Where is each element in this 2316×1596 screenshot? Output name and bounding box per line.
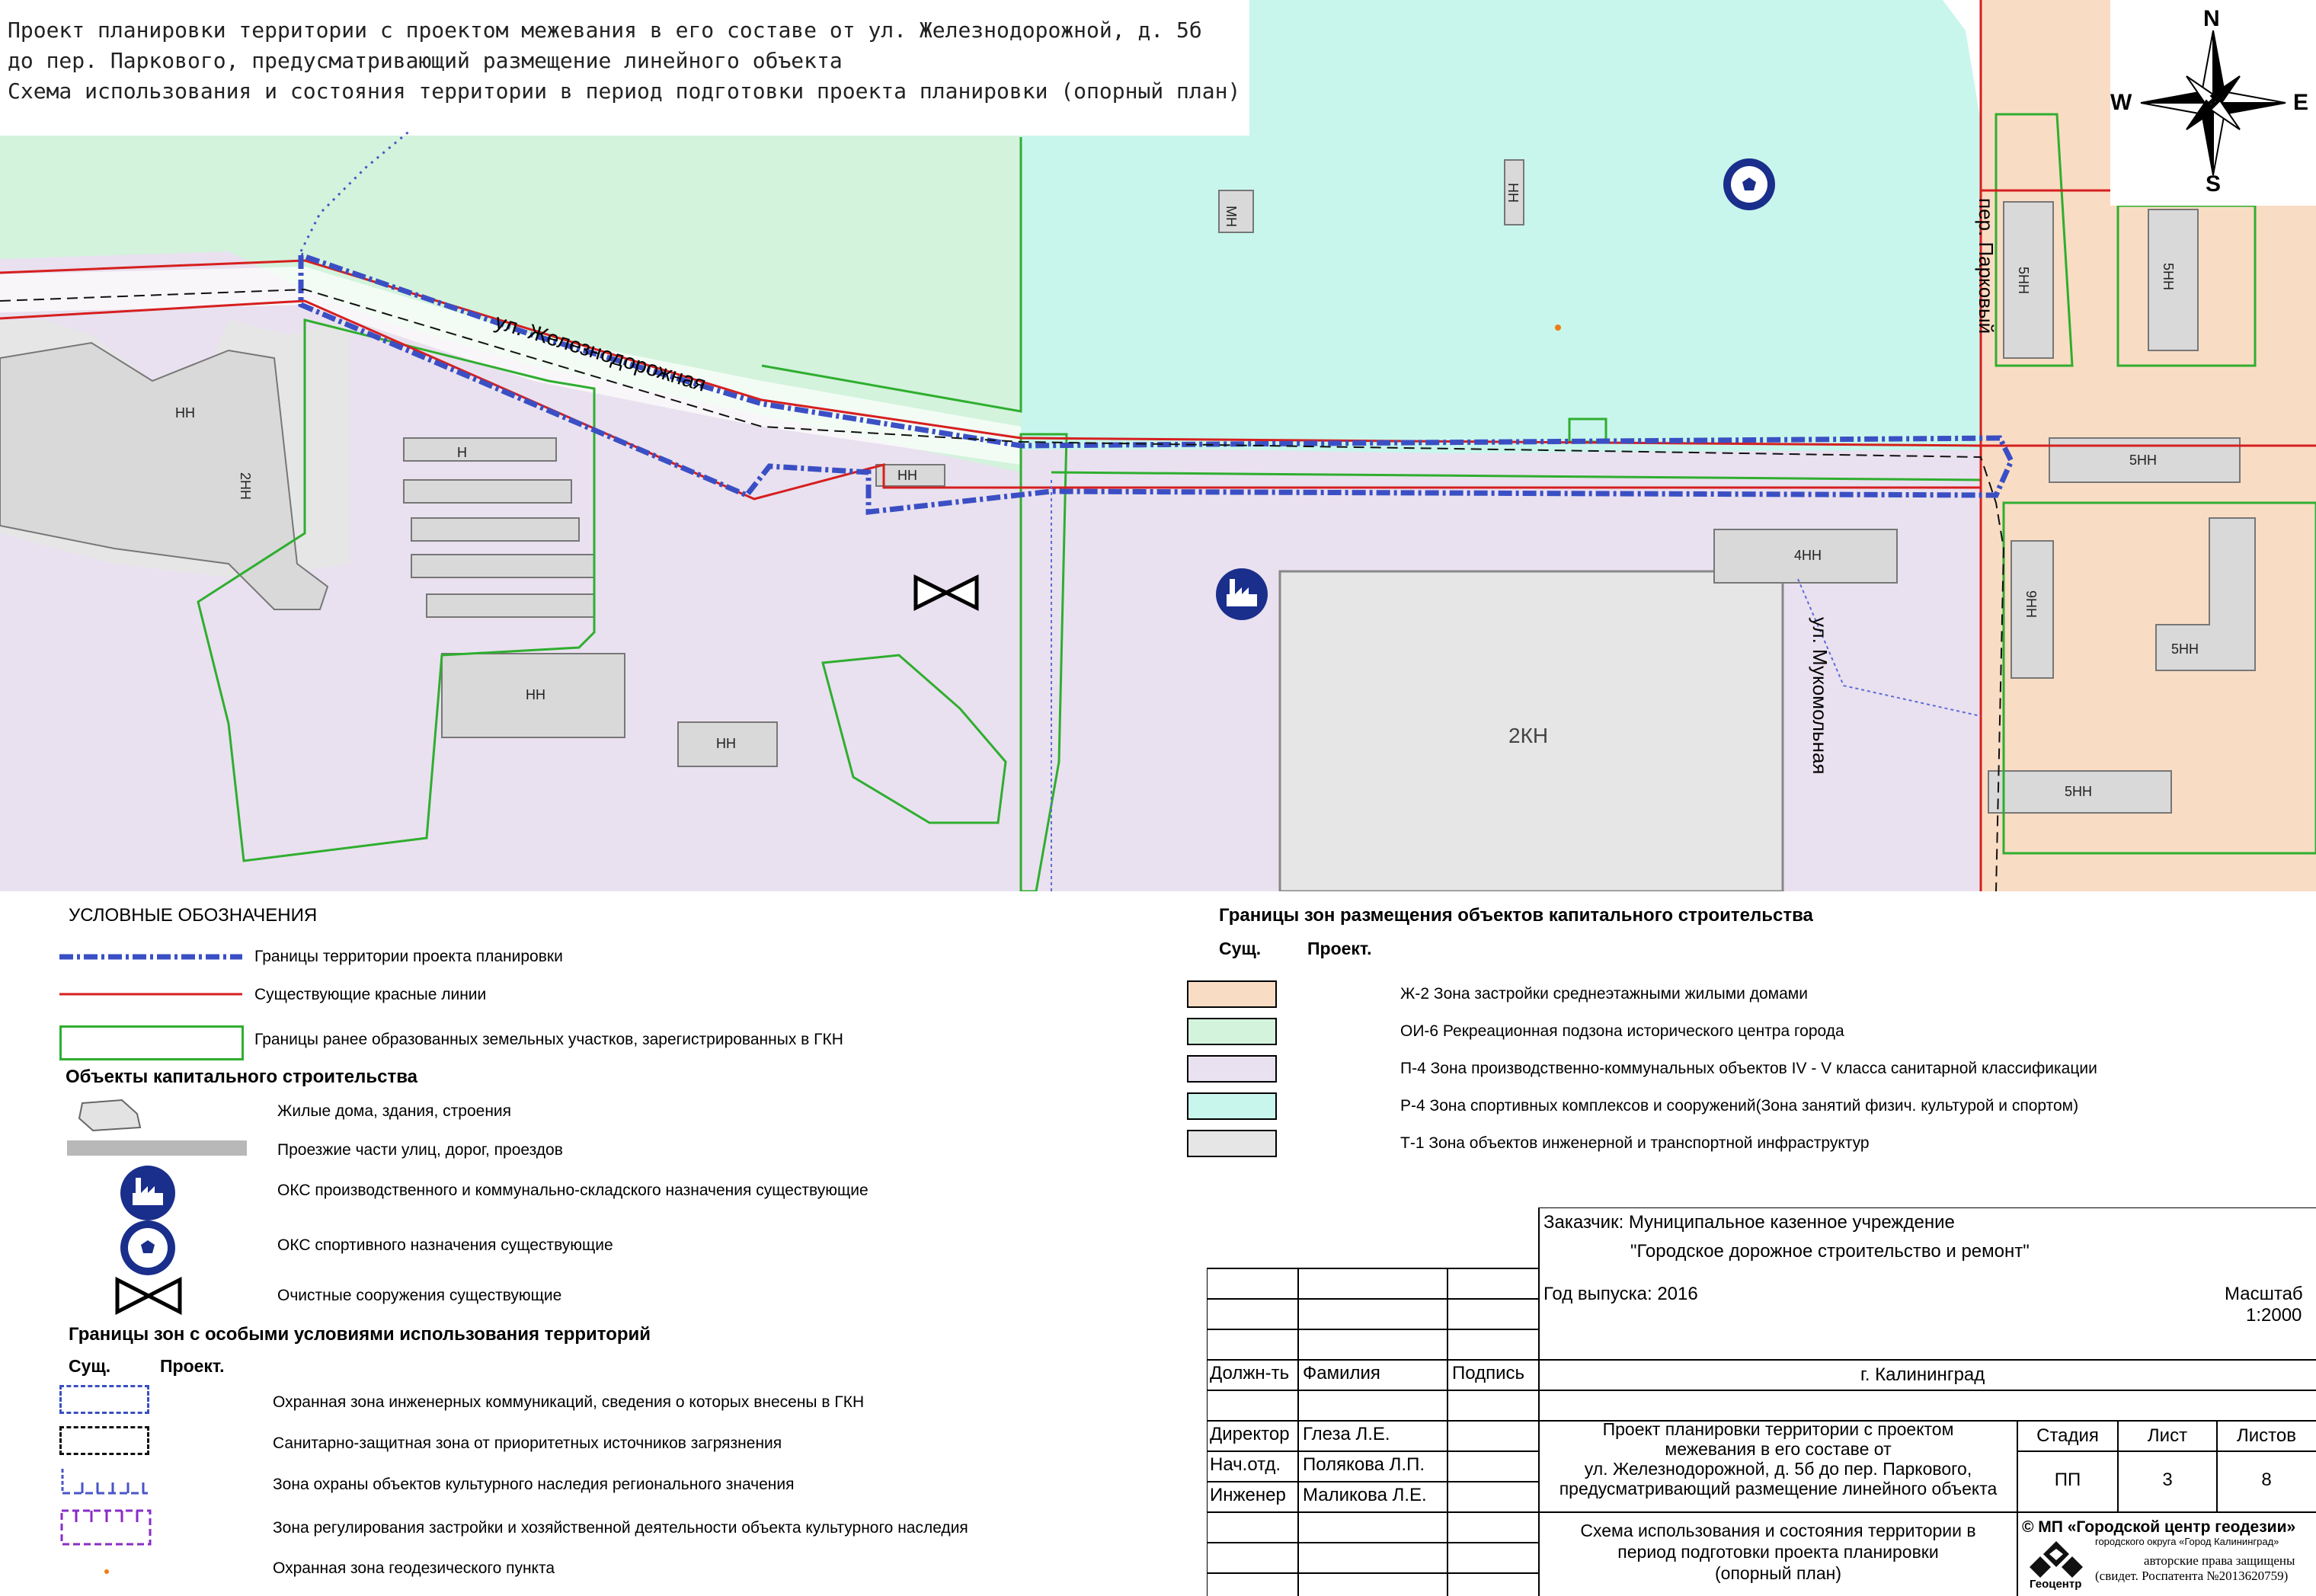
stamp-city: г. Калининград <box>1860 1364 1985 1385</box>
legend-special-col-existing: Сущ. <box>69 1356 111 1376</box>
legend-engineering-label: Охранная зона инженерных коммуникаций, сведения о которых внесены в ГКН <box>273 1393 865 1411</box>
legend-building-icon <box>76 1097 145 1135</box>
stamp-col-surname: Фамилия <box>1303 1363 1380 1383</box>
legend-heritage-label: Зона охраны объектов культурного наследия регионального значения <box>273 1476 795 1493</box>
map-label-b2: 2НН <box>238 472 253 501</box>
compass-n: N <box>2203 6 2220 31</box>
building-n-1 <box>404 438 556 461</box>
zone-swatch-2 <box>1187 1018 1277 1045</box>
legend-land-plot-label: Границы ранее образованных земельных участков, зарегистрированных в ГКН <box>254 1031 843 1048</box>
map-label-r5: 5НН <box>2171 641 2199 657</box>
map-label-r3: 5НН <box>2129 453 2158 468</box>
legend-treatment-icon <box>114 1277 183 1315</box>
zone-swatch-5 <box>1187 1130 1277 1157</box>
zone-swatch-4 <box>1187 1092 1277 1120</box>
title-line-3: Схема использования и состояния территории в период подготовки проекта планировки (опорный план) <box>8 78 1241 104</box>
map-label-b10: НН <box>1505 183 1521 203</box>
street-label-parkovy: пер. Парковый <box>1975 198 1998 334</box>
map-label-b3: Н <box>457 445 467 460</box>
legend-geodetic-label: Охранная зона геодезического пункта <box>273 1559 555 1577</box>
stamp-row-2-position: Нач.отд. <box>1210 1454 1281 1475</box>
map-label-r2: 5НН <box>2161 263 2176 291</box>
stamp-scale-label: Масштаб <box>2225 1284 2303 1304</box>
stamp-certificate: (свидет. Роспатента №2013620759) <box>2095 1569 2289 1583</box>
compass-e: E <box>2293 90 2309 115</box>
title-block <box>1207 1207 2316 1596</box>
stamp-row-3-surname: Маликова Л.Е. <box>1303 1485 1427 1505</box>
legend-industrial-icon <box>119 1164 177 1222</box>
legend-regulation-swatch <box>59 1508 152 1546</box>
stamp-scheme-title <box>1539 1520 2017 1584</box>
title-line-1: Проект планировки территории с проектом межевания в его составе от ул. Железнодорожной, д. 5б <box>8 18 1202 43</box>
legend-engineering-swatch <box>59 1385 149 1414</box>
stamp-customer-name: "Городское дорожное строительство и ремонт" <box>1630 1241 2030 1262</box>
legend-geodetic-dot <box>104 1569 109 1574</box>
map-label-b1: НН <box>175 405 195 421</box>
stamp-scheme-line-2: период подготовки проекта планировки <box>1617 1542 1939 1562</box>
map-label-r4: 9НН <box>2023 590 2039 619</box>
legend-red-line-label: Существующие красные линии <box>254 986 487 1003</box>
page-title <box>8 15 1240 107</box>
zone-label-1: Ж-2 Зона застройки среднеэтажными жилыми домами <box>1400 985 1808 1003</box>
legend-special-heading: Границы зон с особыми условиями использования территорий <box>69 1324 651 1345</box>
stamp-project-line-1: Проект планировки территории с проектом <box>1602 1419 1954 1439</box>
stamp-sheet-label: Лист <box>2147 1425 2188 1446</box>
stamp-customer: Заказчик: Муниципальное казенное учреждение <box>1543 1212 1955 1233</box>
zones-legend-col-project: Проект. <box>1307 939 1372 958</box>
legend-symbol-red-line <box>59 990 242 998</box>
zones-legend-heading: Границы зон размещения объектов капитального строительства <box>1219 905 1813 926</box>
geodetic-point-icon <box>1555 325 1561 331</box>
stamp-row-1-surname: Глеза Л.Е. <box>1303 1424 1390 1444</box>
legend-treatment-label: Очистные сооружения существующие <box>277 1287 562 1304</box>
stamp-scale-value: 1:2000 <box>2246 1305 2302 1326</box>
legend-symbol-land-plot <box>59 1025 244 1060</box>
legend-buildings-label: Жилые дома, здания, строения <box>277 1102 512 1120</box>
stamp-project-title <box>1539 1419 2017 1498</box>
industrial-oks-icon <box>1216 568 1268 620</box>
map-label-b4: НН <box>526 687 545 702</box>
zone-swatch-1 <box>1187 980 1277 1008</box>
stamp-row-1-position: Директор <box>1210 1424 1290 1444</box>
legend-sport-icon <box>119 1219 177 1277</box>
zone-label-5: Т-1 Зона объектов инженерной и транспортной инфраструктур <box>1400 1134 1870 1152</box>
stamp-project-line-3: ул. Железнодорожной, д. 5б до пер. Паркового, <box>1584 1459 1972 1479</box>
stamp-year: Год выпуска: 2016 <box>1543 1284 1698 1304</box>
map-label-b6: НН <box>897 468 917 483</box>
legend-heading: УСЛОВНЫЕ ОБОЗНАЧЕНИЯ <box>69 905 318 926</box>
zone-label-4: Р-4 Зона спортивных комплексов и сооружений(Зона занятий физич. культурой и спортом) <box>1400 1097 2079 1115</box>
stamp-scheme-line-3: (опорный план) <box>1715 1563 1841 1583</box>
street-label-zheleznodorozhnaya: ул. Железнодорожная <box>492 309 709 396</box>
zone-label-2: ОИ-6 Рекреационная подзона исторического центра города <box>1400 1022 1844 1040</box>
legend-boundary-label: Границы территории проекта планировки <box>254 948 563 965</box>
stamp-rights: авторские права защищены <box>2144 1553 2295 1568</box>
stamp-sheets-value: 8 <box>2261 1470 2272 1490</box>
compass-w: W <box>2110 90 2132 115</box>
legend-industrial-label: ОКС производственного и коммунально-складского назначения существующие <box>277 1182 868 1199</box>
street-label-mukomolnaya: ул. Мукомольная <box>1809 617 1831 775</box>
title-line-2: до пер. Паркового, предусматривающий размещение линейного объекта <box>8 48 843 73</box>
stamp-org: © МП «Городской центр геодезии» <box>2022 1518 2296 1536</box>
stamp-project-line-4: предусматривающий размещение линейного объекта <box>1559 1479 1998 1498</box>
legend-sport-label: ОКС спортивного назначения существующие <box>277 1236 613 1254</box>
legend-heritage-swatch <box>59 1466 151 1496</box>
stamp-row-3-position: Инженер <box>1210 1485 1286 1505</box>
geocenter-logo-icon <box>2030 1540 2083 1579</box>
stamp-sheets-label: Листов <box>2237 1425 2296 1446</box>
stamp-org-sub: городского округа «Город Калининград» <box>2095 1536 2279 1547</box>
stamp-col-position: Должн-ть <box>1210 1363 1290 1383</box>
legend-sanitary-label: Санитарно-защитная зона от приоритетных источников загрязнения <box>273 1434 782 1452</box>
map-label-b5: НН <box>716 736 736 751</box>
legend-objects-heading: Объекты капитального строительства <box>66 1067 417 1087</box>
building-n-4 <box>411 555 594 577</box>
legend-sanitary-swatch <box>59 1426 149 1455</box>
legend-road-swatch <box>67 1140 247 1156</box>
zones-legend-col-existing: Сущ. <box>1219 939 1262 958</box>
zone-swatch-3 <box>1187 1055 1277 1083</box>
legend-roads-label: Проезжие части улиц, дорог, проездов <box>277 1141 563 1159</box>
stamp-sheet-value: 3 <box>2162 1470 2173 1490</box>
building-n-3 <box>411 518 579 541</box>
sport-oks-icon <box>1723 158 1775 210</box>
stamp-logo-text: Геоцентр <box>2030 1578 2082 1591</box>
stamp-project-line-2: межевания в его составе от <box>1665 1439 1892 1459</box>
map-label-b7: 2КН <box>1508 724 1549 747</box>
legend-symbol-boundary <box>59 951 242 963</box>
map-label-b8: 4НН <box>1794 548 1822 563</box>
building-n-5 <box>427 594 594 617</box>
map-label-r6: 5НН <box>2065 784 2093 799</box>
legend-regulation-label: Зона регулирования застройки и хозяйственной деятельности объекта культурного наследия <box>273 1519 968 1537</box>
stamp-scheme-line-1: Схема использования и состояния территории в <box>1580 1521 1976 1540</box>
stamp-row-2-surname: Полякова Л.П. <box>1303 1454 1425 1475</box>
legend-special-col-project: Проект. <box>160 1356 225 1376</box>
map-label-r1: 5НН <box>2016 267 2031 295</box>
building-n-2 <box>404 480 571 503</box>
compass-s: S <box>2206 171 2222 197</box>
stamp-stage-label: Стадия <box>2036 1425 2099 1446</box>
map-label-b9: МН <box>1224 206 1239 227</box>
stamp-col-signature: Подпись <box>1452 1363 1524 1383</box>
zone-label-3: П-4 Зона производственно-коммунальных объектов IV - V класса санитарной классификации <box>1400 1060 2097 1077</box>
compass-rose <box>2110 0 2316 206</box>
stamp-stage-value: ПП <box>2054 1470 2081 1490</box>
